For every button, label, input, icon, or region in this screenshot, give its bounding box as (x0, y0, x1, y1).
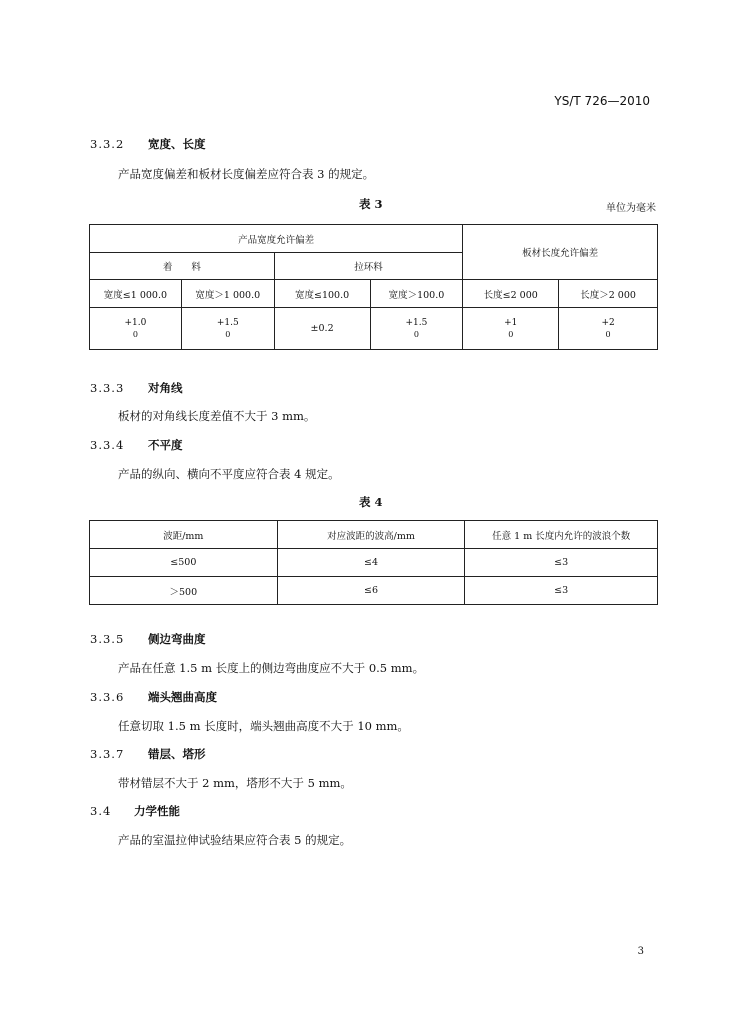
paragraph-3-3-7: 带材错层不大于 2 mm，塔形不大于 5 mm。 (118, 776, 352, 790)
paragraph-3-3-2: 产品宽度偏差和板材长度偏差应符合表 3 的规定。 (118, 167, 375, 181)
table3-sub-coating: 着 料 (90, 253, 275, 280)
paragraph-3-3-4: 产品的纵向、横向不平度应符合表 4 规定。 (118, 467, 340, 481)
table3-value-cell: +1.5 0 (370, 308, 463, 350)
table3-group-length: 板材长度允许偏差 (463, 225, 658, 280)
table4-cell: ≤4 (277, 549, 465, 577)
table3-unit: 单位为毫米 (606, 203, 656, 214)
table3-group-width: 产品宽度允许偏差 (90, 225, 463, 253)
table4-cell: ≤6 (277, 577, 465, 605)
table4-cell: ≤500 (90, 549, 278, 577)
table3-col-header: 长度＞2 000 (559, 280, 658, 308)
table4-cell: ＞500 (90, 577, 278, 605)
table3-col-header: 宽度≤1 000.0 (90, 280, 182, 308)
page-number: 3 (637, 946, 644, 957)
table3-value-cell: +2 0 (559, 308, 658, 350)
section-heading-3-3-2: 3.3.2 宽度、长度 (90, 137, 206, 151)
table3-value-cell: +1.5 0 (181, 308, 274, 350)
table3-col-header: 宽度＞1 000.0 (181, 280, 274, 308)
table4-cell: ≤3 (465, 549, 658, 577)
section-heading-3-3-4: 3.3.4 不平度 (90, 438, 183, 452)
section-heading-3-3-5: 3.3.5 侧边弯曲度 (90, 632, 206, 646)
table3-value-cell: +1 0 (463, 308, 559, 350)
table3-sub-pulltab: 拉环料 (274, 253, 463, 280)
paragraph-3-3-3: 板材的对角线长度差值不大于 3 mm。 (118, 409, 316, 423)
table4-header: 对应波距的波高/mm (277, 521, 465, 549)
table4-cell: ≤3 (465, 577, 658, 605)
table-3 (89, 224, 658, 350)
table3-value-cell: ±0.2 (274, 308, 370, 350)
table4-header: 波距/mm (90, 521, 278, 549)
table3-value-cell: +1.0 0 (90, 308, 182, 350)
table3-caption: 表 3 (359, 197, 383, 211)
paragraph-3-3-6: 任意切取 1.5 m 长度时，端头翘曲高度不大于 10 mm。 (118, 719, 409, 733)
section-heading-3-4: 3.4 力学性能 (90, 804, 180, 818)
table3-col-header: 宽度≤100.0 (274, 280, 370, 308)
table3-col-header: 长度≤2 000 (463, 280, 559, 308)
table-4 (89, 520, 658, 605)
paragraph-3-3-5: 产品在任意 1.5 m 长度上的侧边弯曲度应不大于 0.5 mm。 (118, 661, 425, 675)
table4-header: 任意 1 m 长度内允许的波浪个数 (465, 521, 658, 549)
section-heading-3-3-6: 3.3.6 端头翘曲高度 (90, 690, 217, 704)
table3-col-header: 宽度＞100.0 (370, 280, 463, 308)
paragraph-3-4: 产品的室温拉伸试验结果应符合表 5 的规定。 (118, 833, 352, 847)
standard-number: YS/T 726—2010 (554, 94, 650, 108)
table4-caption: 表 4 (359, 495, 383, 509)
section-heading-3-3-7: 3.3.7 错层、塔形 (90, 747, 206, 761)
section-heading-3-3-3: 3.3.3 对角线 (90, 381, 183, 395)
